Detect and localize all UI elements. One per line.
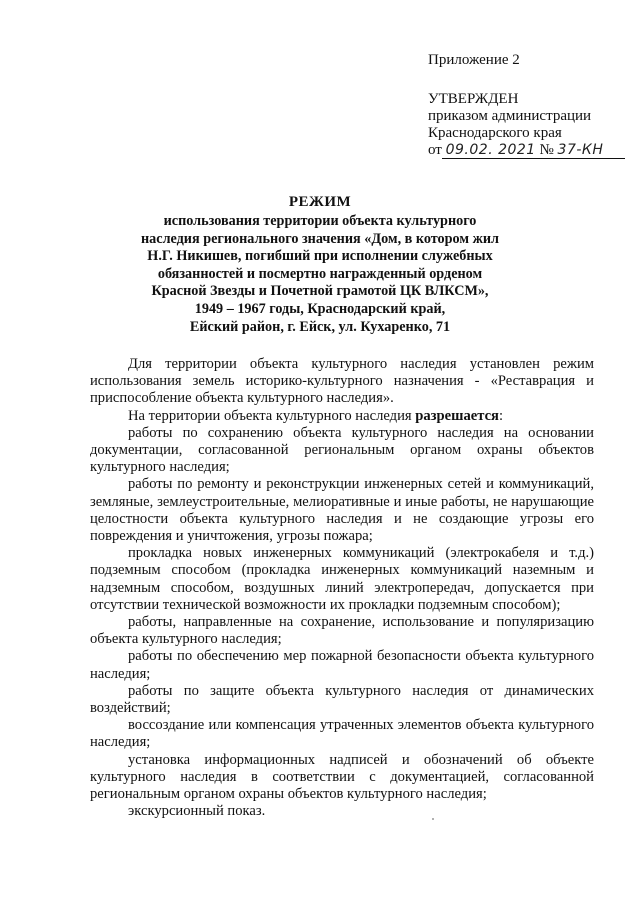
list-item: работы по сохранению объекта культурного наследия на основании документации, согласованной региональным органом охраны объектов культурного наследия; (90, 424, 594, 476)
title-line: использования территории объекта культурного (163, 213, 477, 229)
list-item: установка информационных надписей и обозначений об объекте культурного наследия в соответствии с документацией, согласованной региональным органом охраны объектов культурного наследия; (90, 751, 594, 803)
title-line: Красной Звезды и Почетной грамотой ЦК ВЛКСМ», (151, 283, 489, 300)
approved-label: УТВЕРЖДЕН (428, 91, 519, 107)
title-line: обязанностей и посмертно награжденный орденом (157, 265, 483, 282)
document-title-block (80, 193, 560, 336)
from-prefix: от (428, 142, 442, 158)
handwritten-number: 37-КН (557, 142, 604, 158)
appendix-label: Приложение 2 (428, 52, 520, 68)
date-underline (442, 158, 625, 159)
list-item: экскурсионный показ. (128, 803, 266, 820)
list-item: работы, направленные на сохранение, использование и популяризацию объекта культурного наследия; (90, 614, 594, 648)
approval-date-line (428, 142, 633, 166)
title-line: наследия регионального значения «Дом, в котором жил (141, 230, 499, 247)
title-line: Ейский район, г. Ейск, ул. Кухаренко, 71 (189, 318, 451, 335)
approval-block (428, 52, 633, 166)
allowed-suffix: : (498, 407, 503, 424)
document-title: РЕЖИМ (288, 194, 352, 210)
intro-paragraph: Для территории объекта культурного наследия установлен режим использования земель историко-культурного назначения - «Реставрация и приспособление объекта культурного наследия». (90, 356, 594, 407)
handwritten-date: 09.02. 2021 (445, 142, 536, 158)
list-item: прокладка новых инженерных коммуникаций (электрокабеля и т.д.) подземным способом (прокладка инженерных коммуникаций наземным и надземным способом, воздушных линий электропередач, допускается при отсутствии технической возможности их прокладки подземным способом); (90, 545, 594, 613)
list-item: работы по ремонту и реконструкции инженерных сетей и коммуникаций, земляные, землеустроительные, мелиоративные и иные работы, не нарушающие целостности объекта культурного наследия и не создающие угрозы его повреждения и уничтожения, угрозы пожара; (90, 476, 594, 545)
number-sign: № (539, 142, 554, 158)
allowed-bold: разрешается (415, 407, 499, 424)
document-body (90, 356, 594, 820)
title-line: Н.Г. Никишев, погибший при исполнении служебных (147, 248, 493, 265)
scan-speck (432, 818, 434, 820)
approval-line-2: Краснодарского края (428, 125, 562, 141)
allowed-paragraph (90, 408, 594, 425)
approval-line-1: приказом администрации (428, 108, 592, 124)
title-line: 1949 – 1967 годы, Краснодарский край, (194, 300, 446, 317)
list-item: работы по обеспечению мер пожарной безопасности объекта культурного наследия; (90, 648, 594, 682)
list-item: воссоздание или компенсация утраченных элементов объекта культурного наследия; (90, 717, 594, 751)
list-item: работы по защите объекта культурного наследия от динамических воздействий; (90, 682, 594, 717)
allowed-prefix: На территории объекта культурного наследия (128, 407, 416, 424)
